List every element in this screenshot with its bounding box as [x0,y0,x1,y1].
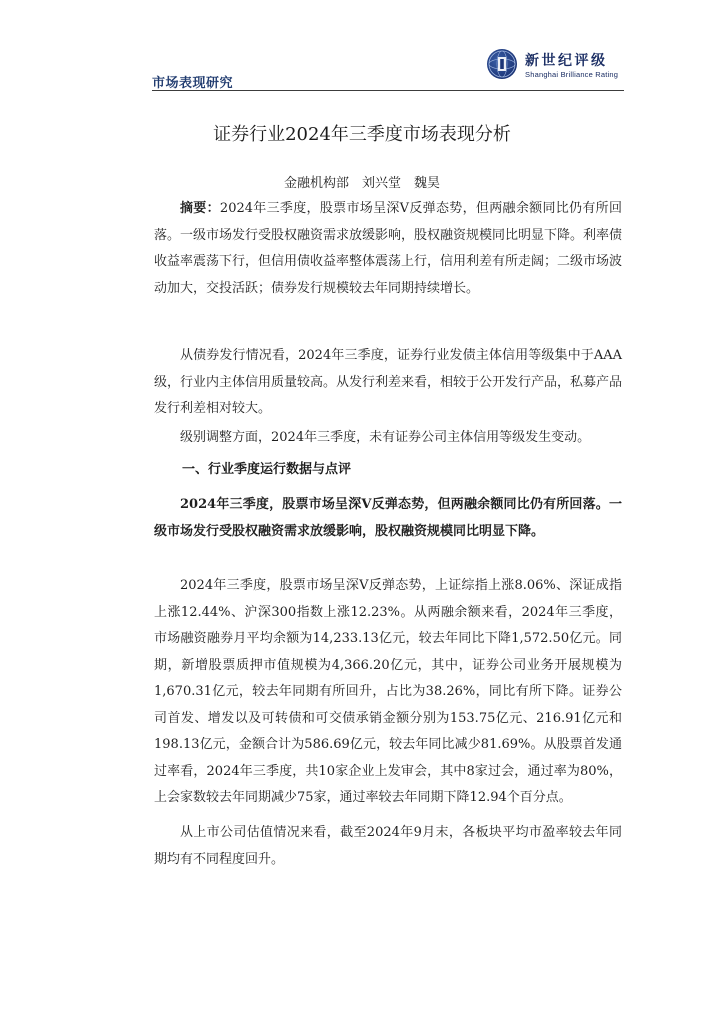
section-heading: 一、行业季度运行数据与点评 [182,462,352,477]
abstract-text: 2024年三季度，股票市场呈深V反弹态势，但两融余额同比仍有所回落。一级市场发行受股权融资需求放缓影响，股权融资规模同比明显下降。利率债收益率震荡下行，但信用债收益率整体震荡上行，信用利差有所走阔；二级市场波动加大，交投活跃；债券发行规模较去年同期持续增长。 [154,201,623,296]
header-divider [152,90,624,91]
valuation-paragraph: 从上市公司估值情况来看，截至2024年9月末，各板块平均市盈率较去年同期均有不同程度回升。 [154,825,622,867]
rating-adjustment-paragraph: 级别调整方面，2024年三季度，未有证券公司主体信用等级发生变动。 [180,430,591,445]
logo-english-name: Shanghai Brilliance Rating [525,70,619,79]
abstract-label: 摘要： [180,201,220,216]
header-section-label: 市场表现研究 [152,76,234,91]
logo-chinese-name: 新世纪评级 [525,53,608,69]
page-title: 证券行业2024年三季度市场表现分析 [213,124,511,145]
logo [487,48,627,82]
abstract-paragraph [154,196,622,302]
bond-issuance-paragraph: 从债券发行情况看，2024年三季度，证券行业发债主体信用等级集中于AAA级，行业内主体信用质量较高。从发行利差来看，相较于公开发行产品，私募产品发行利差相对较大。 [154,348,623,416]
market-data-paragraph: 2024年三季度，股票市场呈深V反弹态势，上证综指上涨8.06%、深证成指上涨12.44%、沪深300指数上涨12.23%。从两融余额来看，2024年三季度，市场融资融券月平均余额为14,233.13亿元，较去年同比下降1,572.50亿元。同期，新增股票质押市值规模为4,366.20亿元，其中，证券公司业务开展规模为1,670.31亿元，较去年同期有所回升，占比为38.26%，同比有所下降。证券公司首发、增发以及可转债和可交债承销金额分别为153.75亿元、216.91亿元和198.13亿元，金额合计为586.69亿元，较去年同比减少81.69%。从股票首发通过率看，2024年三季度，共10家企业上发审会，其中8家过会，通过率为80%，上会家数较去年同期减少75家，通过率较去年同期下降12.94个百分点。 [154,578,622,805]
logo-emblem-icon [487,49,517,79]
section-lead-paragraph: 2024年三季度，股票市场呈深V反弹态势，但两融余额同比仍有所回落。一级市场发行受股权融资需求放缓影响，股权融资规模同比明显下降。 [154,497,622,539]
authors-line: 金融机构部 刘兴堂 魏昊 [283,176,440,191]
